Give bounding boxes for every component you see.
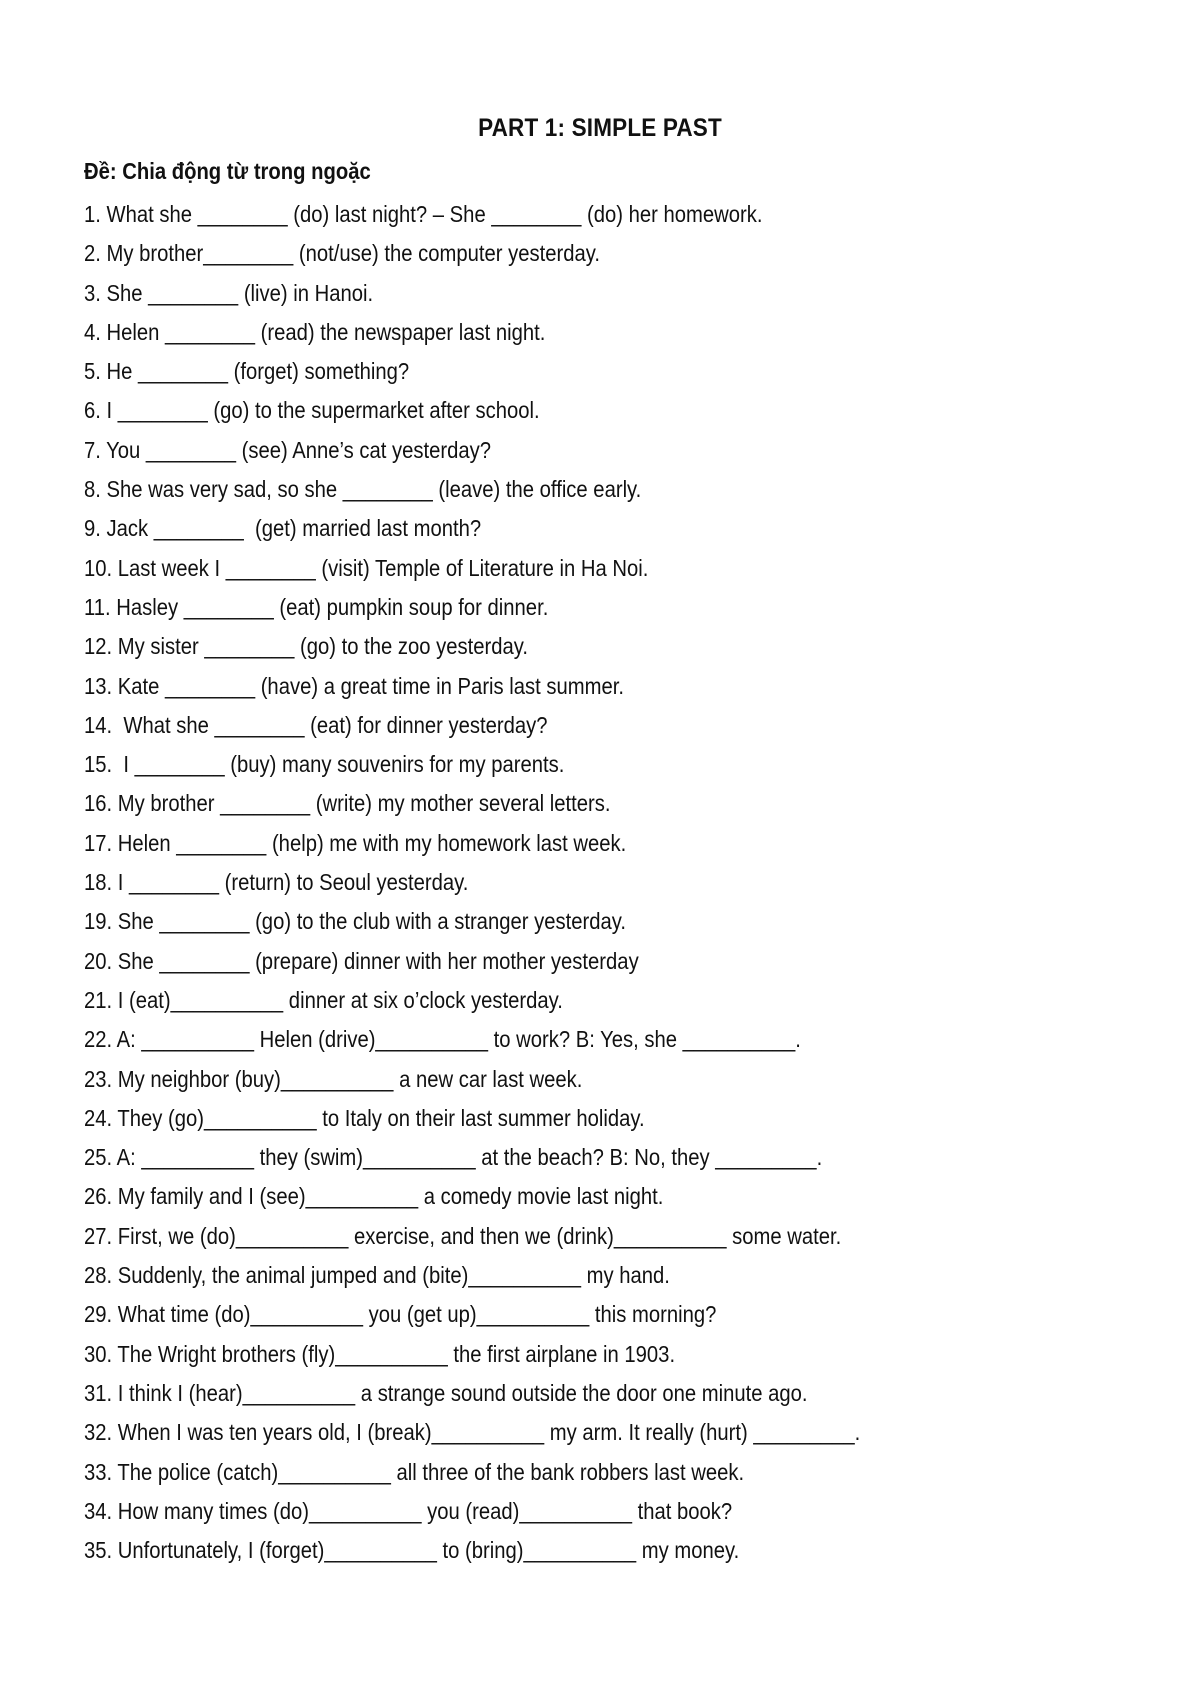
- exercise-item: 28. Suddenly, the animal jumped and (bite)__________ my hand.: [84, 1262, 670, 1289]
- exercise-item: 30. The Wright brothers (fly)__________ the first airplane in 1903.: [84, 1340, 676, 1367]
- exercise-item: 12. My sister ________ (go) to the zoo yesterday.: [84, 633, 529, 660]
- exercise-item: 9. Jack ________ (get) married last month?: [84, 515, 482, 542]
- exercise-item: 6. I ________ (go) to the supermarket after school.: [84, 397, 540, 424]
- exercise-list: [84, 195, 966, 1570]
- exercise-item: 20. She ________ (prepare) dinner with her mother yesterday: [84, 947, 639, 974]
- exercise-item: 31. I think I (hear)__________ a strange sound outside the door one minute ago.: [84, 1379, 808, 1406]
- exercise-item: 16. My brother ________ (write) my mother several letters.: [84, 790, 611, 817]
- exercise-item: 1. What she ________ (do) last night? – She ________ (do) her homework.: [84, 201, 763, 227]
- exercise-item: 23. My neighbor (buy)__________ a new car last week.: [84, 1065, 583, 1092]
- exercise-item: 17. Helen ________ (help) me with my homework last week.: [84, 829, 627, 856]
- exercise-item: 11. Hasley ________ (eat) pumpkin soup for dinner.: [84, 593, 549, 620]
- instruction-heading: Đề: Chia động từ trong ngoặc: [84, 158, 371, 184]
- exercise-item: 21. I (eat)__________ dinner at six o’clock yesterday.: [84, 986, 563, 1013]
- exercise-item: 7. You ________ (see) Anne’s cat yesterday?: [84, 436, 491, 463]
- exercise-item: 35. Unfortunately, I (forget)__________ to (bring)__________ my money.: [84, 1537, 740, 1564]
- exercise-item: 18. I ________ (return) to Seoul yesterday.: [84, 869, 469, 896]
- exercise-item: 24. They (go)__________ to Italy on their last summer holiday.: [84, 1104, 645, 1131]
- exercise-item: 13. Kate ________ (have) a great time in Paris last summer.: [84, 672, 625, 699]
- exercise-item: 26. My family and I (see)__________ a comedy movie last night.: [84, 1183, 664, 1210]
- exercise-item: 2. My brother________ (not/use) the computer yesterday.: [84, 240, 601, 267]
- exercise-item: 14. What she ________ (eat) for dinner yesterday?: [84, 711, 548, 738]
- exercise-item: 34. How many times (do)__________ you (read)__________ that book?: [84, 1497, 733, 1524]
- exercise-item: 25. A: __________ they (swim)__________ at the beach? B: No, they _________.: [84, 1144, 823, 1171]
- exercise-item: 4. Helen ________ (read) the newspaper last night.: [84, 318, 546, 345]
- exercise-item: 3. She ________ (live) in Hanoi.: [84, 279, 374, 306]
- exercise-item: 29. What time (do)__________ you (get up)__________ this morning?: [84, 1301, 717, 1328]
- page-title: PART 1: SIMPLE PAST: [478, 114, 722, 142]
- exercise-item: 33. The police (catch)__________ all three of the bank robbers last week.: [84, 1458, 745, 1485]
- exercise-item: 19. She ________ (go) to the club with a stranger yesterday.: [84, 908, 626, 935]
- exercise-item: 27. First, we (do)__________ exercise, and then we (drink)__________ some water.: [84, 1222, 842, 1249]
- exercise-item: 15. I ________ (buy) many souvenirs for my parents.: [84, 751, 565, 778]
- exercise-item: 8. She was very sad, so she ________ (leave) the office early.: [84, 476, 642, 503]
- exercise-item: 5. He ________ (forget) something?: [84, 358, 410, 385]
- exercise-item: 10. Last week I ________ (visit) Temple of Literature in Ha Noi.: [84, 554, 649, 581]
- exercise-item: 22. A: __________ Helen (drive)__________ to work? B: Yes, she __________.: [84, 1026, 801, 1053]
- exercise-item: 32. When I was ten years old, I (break)__________ my arm. It really (hurt) _________.: [84, 1419, 861, 1446]
